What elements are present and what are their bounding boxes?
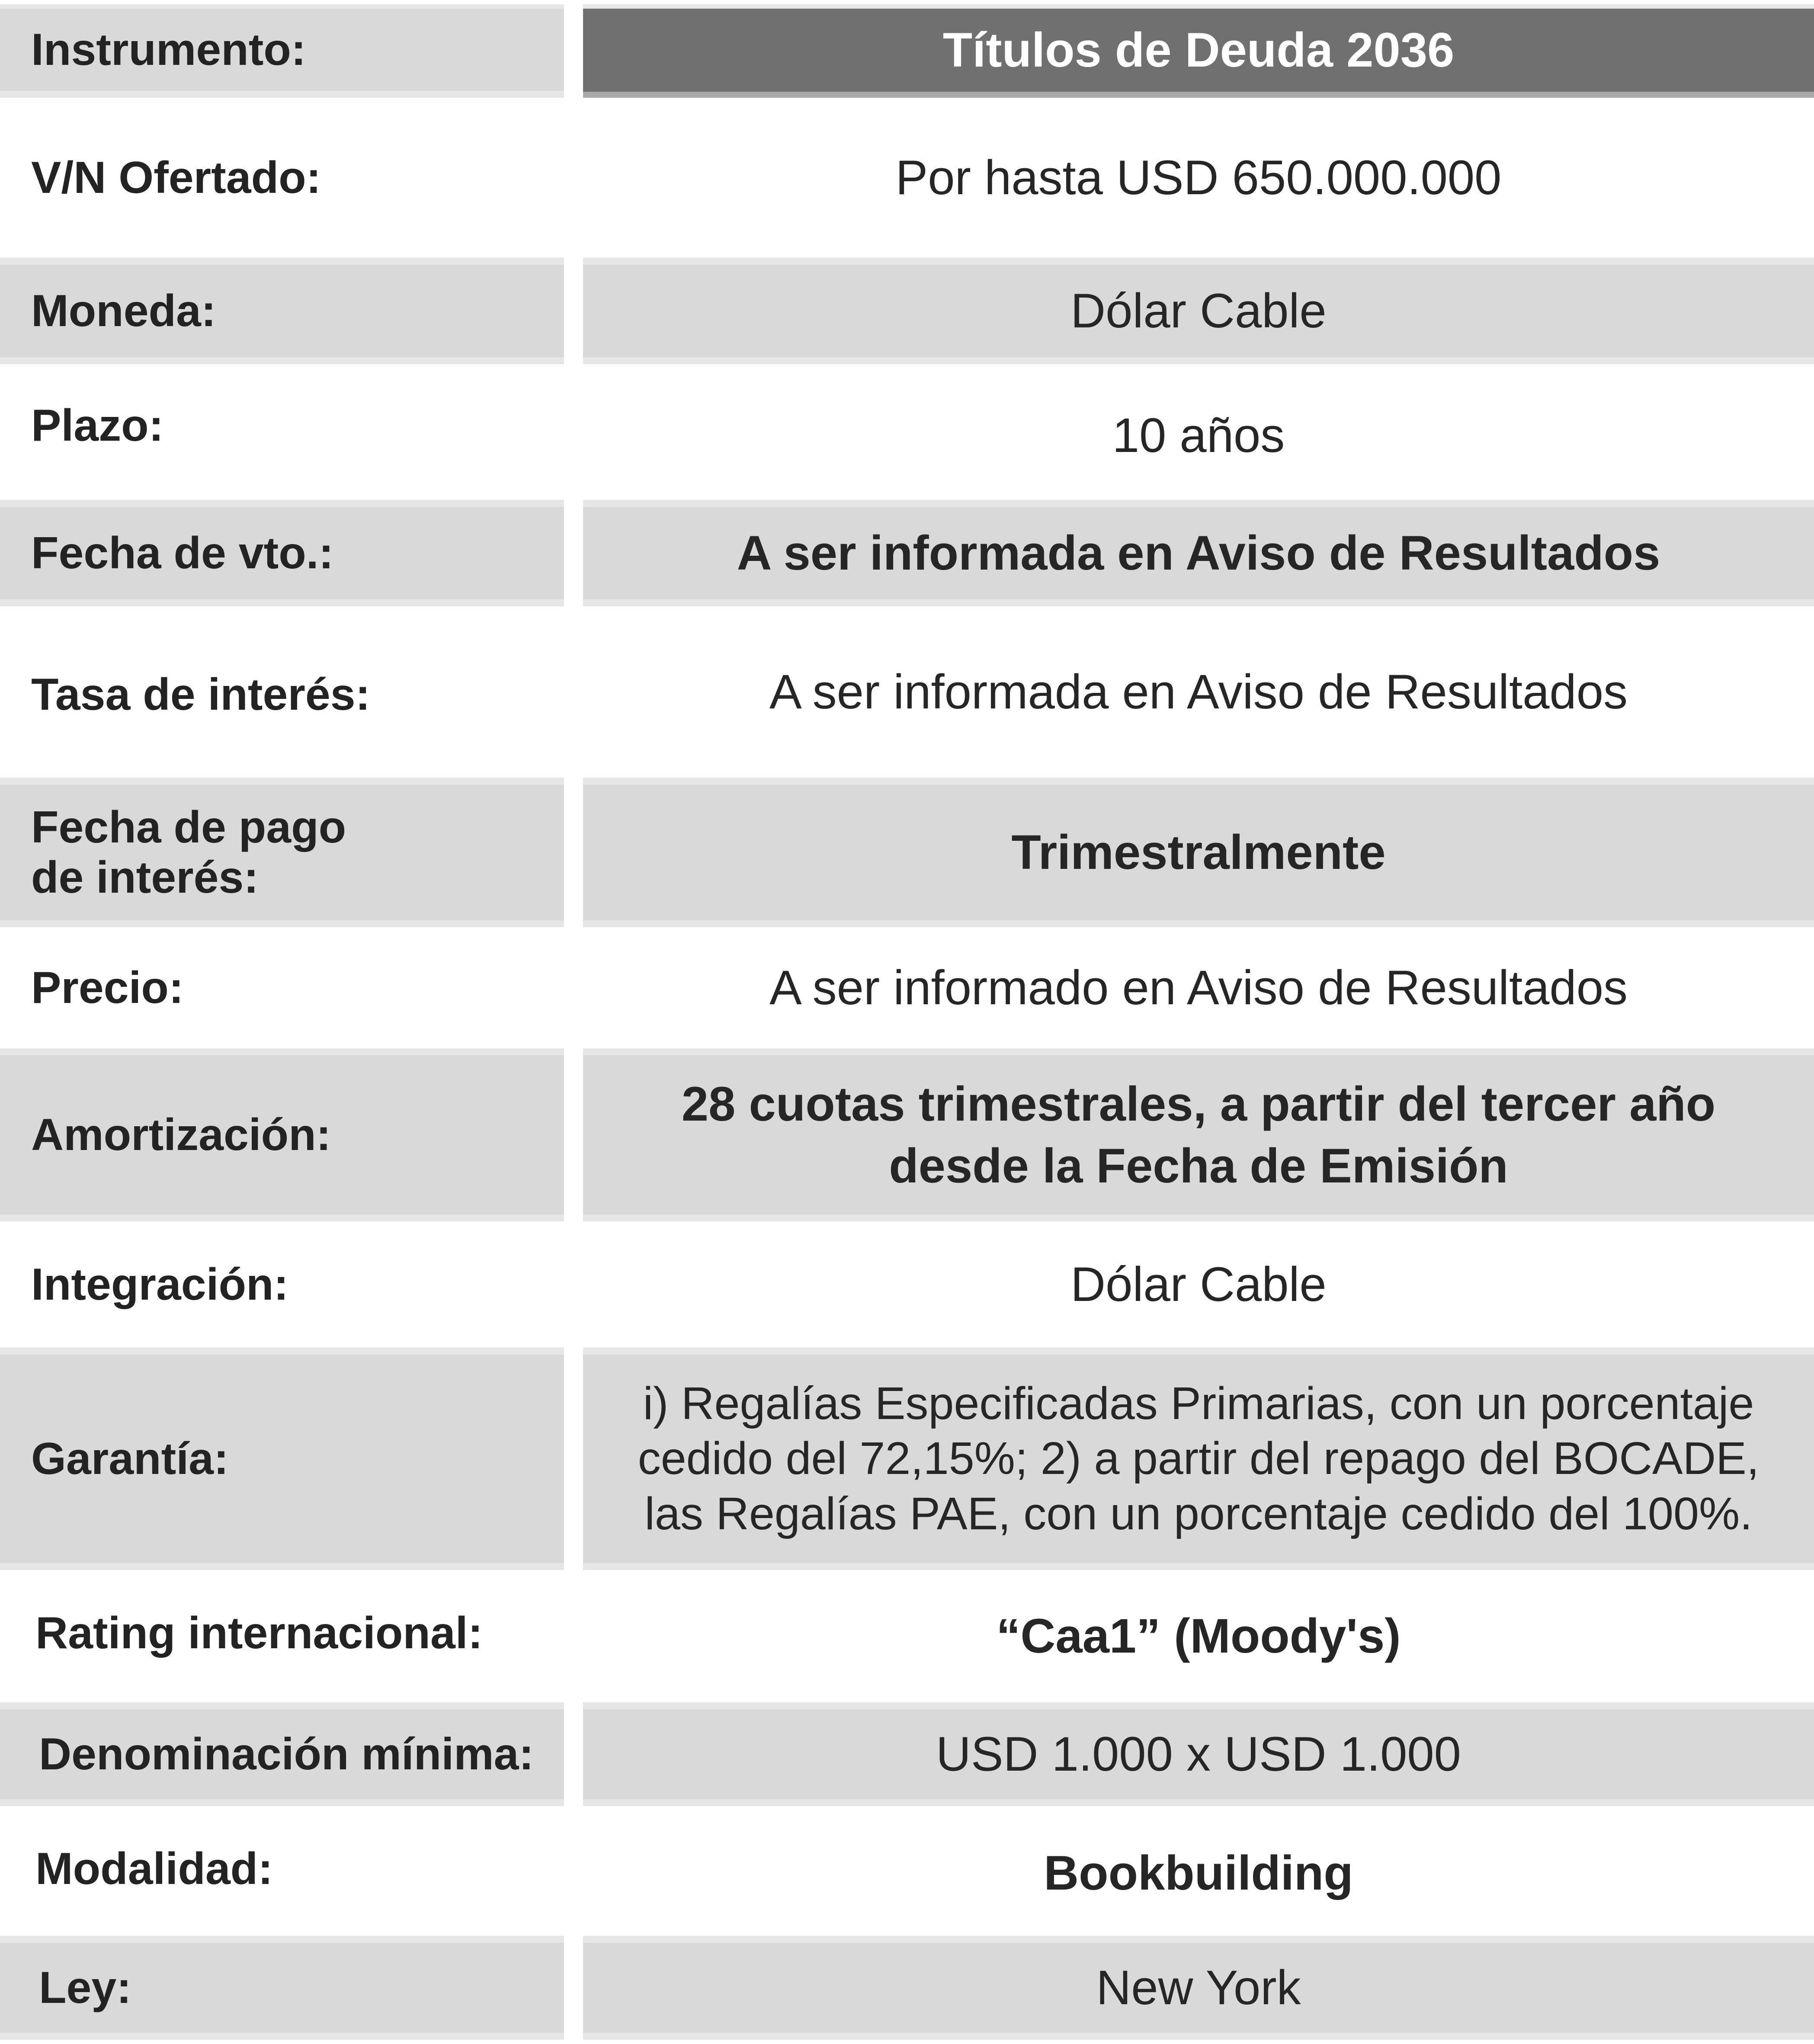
row-value-text: USD 1.000 x USD 1.000 <box>936 1727 1461 1781</box>
row-value <box>583 1221 1814 1348</box>
row-label-text: Moneda: <box>31 285 216 336</box>
row-value-text: A ser informada en Aviso de Resultados <box>737 526 1660 580</box>
row-value <box>583 500 1814 606</box>
table-row-amortizacion <box>0 1048 1814 1221</box>
row-label-text: Fecha de pago de interés: <box>31 802 346 903</box>
row-value <box>583 1570 1814 1702</box>
row-value-text: New York <box>1096 1961 1301 2015</box>
table-row-moneda <box>0 258 1814 364</box>
table-row-garantia <box>0 1348 1814 1570</box>
table-row-fecha-pago <box>0 778 1814 927</box>
row-label <box>0 606 564 778</box>
row-value-text: Por hasta USD 650.000.000 <box>895 151 1502 205</box>
row-label-text: Amortización: <box>31 1109 331 1160</box>
table-row-rating <box>0 1570 1814 1702</box>
row-label-text: Tasa de interés: <box>31 669 371 720</box>
row-value-text: Dólar Cable <box>1070 284 1327 338</box>
row-value <box>583 1702 1814 1806</box>
row-label <box>0 1806 564 1936</box>
row-label <box>0 4 564 98</box>
row-label <box>0 98 564 258</box>
row-label-text: Ley: <box>39 1962 131 2013</box>
row-value-text: 10 años <box>1112 408 1285 462</box>
table-row-tasa-interes <box>0 606 1814 778</box>
row-value <box>583 4 1814 98</box>
row-value <box>583 1936 1814 2040</box>
row-label <box>0 364 564 500</box>
table-row-denominacion <box>0 1702 1814 1806</box>
row-value-text: i) Regalías Especificadas Primarias, con un porcentaje cedido del 72,15%; 2) a partir del repago del BOCADE, las Regalías PAE, con un porcentaje cedido del 100%. <box>638 1378 1760 1539</box>
table-row-plazo <box>0 364 1814 500</box>
row-label-text: Denominación mínima: <box>39 1729 534 1779</box>
row-label-text: Modalidad: <box>35 1843 273 1894</box>
row-label <box>0 1702 564 1806</box>
row-value <box>583 1806 1814 1936</box>
row-label-text: Garantía: <box>31 1433 229 1484</box>
row-label-text: Fecha de vto.: <box>31 528 334 578</box>
table-row-instrumento <box>0 4 1814 98</box>
row-value-text: Dólar Cable <box>1070 1257 1327 1312</box>
row-value-text: Bookbuilding <box>1044 1846 1353 1900</box>
row-label <box>0 1221 564 1348</box>
row-value <box>583 1048 1814 1221</box>
row-label <box>0 1570 564 1702</box>
row-label-text: Rating internacional: <box>35 1608 483 1658</box>
row-value-text: “Caa1” (Moody's) <box>996 1609 1401 1663</box>
row-value <box>583 98 1814 258</box>
table-row-modalidad <box>0 1806 1814 1936</box>
row-label <box>0 1048 564 1221</box>
row-value <box>583 364 1814 500</box>
row-value-text: Trimestralmente <box>1011 825 1386 880</box>
row-label-text: Integración: <box>31 1259 289 1310</box>
row-value <box>583 258 1814 364</box>
table-row-integracion <box>0 1221 1814 1348</box>
row-label <box>0 500 564 606</box>
row-value-text: 28 cuotas trimestrales, a partir del tercer año desde la Fecha de Emisión <box>681 1076 1716 1193</box>
table-row-vn-ofertado <box>0 98 1814 258</box>
row-label <box>0 927 564 1048</box>
row-value <box>583 927 1814 1048</box>
row-label <box>0 1936 564 2040</box>
table-row-precio <box>0 927 1814 1048</box>
row-label <box>0 1348 564 1570</box>
row-label-text: Instrumento: <box>31 24 306 75</box>
row-value <box>583 606 1814 778</box>
row-value-text: A ser informado en Aviso de Resultados <box>769 961 1628 1015</box>
row-label <box>0 778 564 927</box>
table-row-fecha-vto <box>0 500 1814 606</box>
row-label <box>0 258 564 364</box>
row-value <box>583 1348 1814 1570</box>
row-value <box>583 778 1814 927</box>
row-value-text: Títulos de Deuda 2036 <box>942 23 1455 77</box>
row-label-text: Precio: <box>31 962 184 1013</box>
table-row-ley <box>0 1936 1814 2040</box>
row-value-text: A ser informada en Aviso de Resultados <box>769 665 1628 719</box>
row-label-text: Plazo: <box>31 400 164 451</box>
row-label-text: V/N Ofertado: <box>31 152 321 203</box>
